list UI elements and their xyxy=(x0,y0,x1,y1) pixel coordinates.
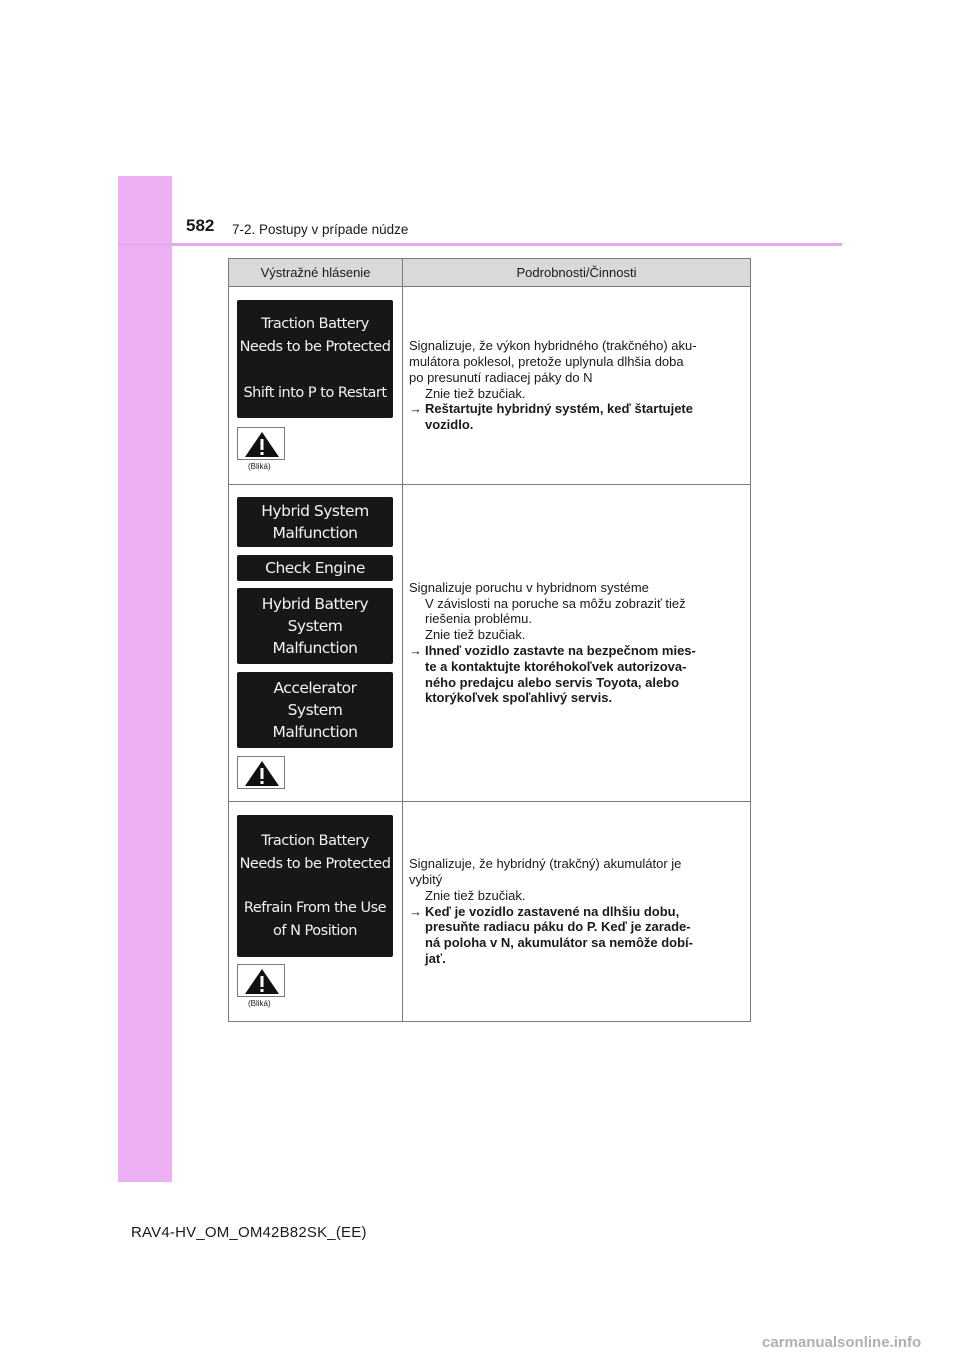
warning-cell xyxy=(229,287,403,485)
table-row xyxy=(229,287,751,485)
description-line: Signalizuje, že hybridný (trakčný) akumulátor je xyxy=(409,856,682,872)
action-line: Ihneď vozidlo zastavte na bezpečnom mies- xyxy=(425,643,696,658)
message-line: of N Position xyxy=(273,922,357,939)
description-line: Signalizuje, že výkon hybridného (trakčného) aku- xyxy=(409,338,697,354)
column-header-warning: Výstražné hlásenie xyxy=(229,259,403,287)
action-line: ného predajcu alebo servis Toyota, alebo xyxy=(425,674,680,690)
action-instruction xyxy=(409,904,744,967)
description-line: mulátora poklesol, pretože uplynula dlhšia doba xyxy=(409,353,684,369)
action-line: te a kontaktujte ktoréhokoľvek autorizova- xyxy=(425,658,687,674)
arrow-icon: → xyxy=(409,903,422,919)
warning-triangle-icon xyxy=(244,968,280,995)
message-line: Traction Battery xyxy=(261,316,369,332)
description-line: vybitý xyxy=(409,872,443,887)
message-line: Malfunction xyxy=(272,723,358,741)
action-line: Keď je vozidlo zastavené na dlhšiu dobu, xyxy=(425,903,680,919)
details-cell xyxy=(403,802,751,1022)
display-message-check-engine xyxy=(237,555,393,581)
message-line: Accelerator xyxy=(273,679,357,697)
warning-triangle-icon xyxy=(244,760,280,787)
message-line: Hybrid System xyxy=(261,502,369,520)
message-line: Needs to be Protected xyxy=(239,339,391,355)
action-line: jať. xyxy=(425,950,446,966)
arrow-icon: → xyxy=(409,401,422,417)
message-line: Shift into P to Restart xyxy=(243,385,387,401)
arrow-icon: → xyxy=(409,643,422,658)
message-line: Malfunction xyxy=(272,639,358,657)
blink-note: (Bliká) xyxy=(248,462,271,471)
display-message-accelerator-malfunction xyxy=(237,672,393,748)
message-line: Check Engine xyxy=(265,559,365,577)
watermark: carmanualsonline.info xyxy=(762,1334,922,1351)
message-line: System xyxy=(287,617,343,635)
document-id: RAV4-HV_OM_OM42B82SK_(EE) xyxy=(131,1224,367,1241)
warning-cell xyxy=(229,485,403,802)
action-line: vozidlo. xyxy=(425,417,474,433)
display-message-traction-battery-n-position xyxy=(237,815,393,957)
master-warning-indicator xyxy=(237,964,285,997)
master-warning-indicator xyxy=(237,756,285,789)
action-line: presuňte radiacu páku do P. Keď je zarade- xyxy=(425,919,691,935)
message-line: Hybrid Battery xyxy=(261,595,369,613)
display-message-traction-battery-restart xyxy=(237,300,393,418)
description-line: po presunutí radiacej páky do N xyxy=(409,369,593,385)
section-title: 7-2. Postupy v prípade núdze xyxy=(232,222,409,237)
action-line: Reštartujte hybridný systém, keď štartujete xyxy=(425,401,693,417)
message-line: Malfunction xyxy=(272,524,358,542)
action-instruction xyxy=(409,643,744,706)
details-cell xyxy=(403,287,751,485)
message-line: System xyxy=(287,701,343,719)
message-line: Traction Battery xyxy=(261,833,369,849)
description-line: riešenia problému. xyxy=(425,611,532,627)
chapter-tab-band xyxy=(118,176,172,1182)
message-line: Needs to be Protected xyxy=(239,855,391,872)
action-line: ktorýkoľvek spoľahlivý servis. xyxy=(425,690,613,706)
warning-cell xyxy=(229,802,403,1022)
table-row xyxy=(229,802,751,1022)
master-warning-indicator xyxy=(237,427,285,460)
description-line: Signalizuje poruchu v hybridnom systéme xyxy=(409,579,649,595)
action-line: ná poloha v N, akumulátor sa nemôže dobí- xyxy=(425,935,693,951)
description-line: V závislosti na poruche sa môžu zobraziť tiež xyxy=(425,595,686,611)
blink-note: (Bliká) xyxy=(248,999,271,1008)
buzzer-note: Znie tiež bzučiak. xyxy=(425,385,526,401)
warning-message-table xyxy=(228,258,751,1022)
page-number: 582 xyxy=(186,216,215,235)
buzzer-note: Znie tiež bzučiak. xyxy=(425,627,526,643)
warning-triangle-icon xyxy=(244,431,280,458)
table-row xyxy=(229,485,751,802)
buzzer-note: Znie tiež bzučiak. xyxy=(425,887,526,903)
column-header-details: Podrobnosti/Činnosti xyxy=(403,259,751,287)
display-message-hybrid-system-malfunction xyxy=(237,497,393,547)
display-message-hybrid-battery-malfunction xyxy=(237,588,393,664)
action-instruction xyxy=(409,401,744,433)
details-cell xyxy=(403,485,751,802)
header-divider xyxy=(118,243,842,246)
message-line: Refrain From the Use xyxy=(243,900,387,916)
